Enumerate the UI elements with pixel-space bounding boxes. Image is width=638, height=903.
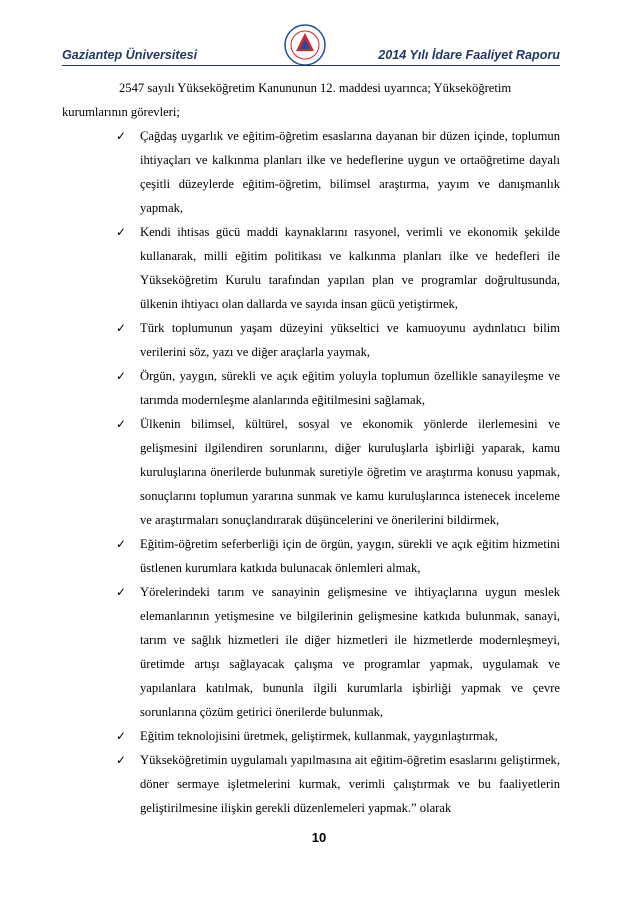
check-icon: ✓ bbox=[116, 753, 127, 767]
list-item-text: Yörelerindeki tarım ve sanayinin gelişmesine ve ihtiyaçlarına uygun meslek elemanlarının yetişmesine ve bilgilerinin gelişmesine katkıda bulunmak, sanayi, tarım ve sağlık hizmetleri ile diğer hizmetleri ile hizmetlerde modernleşmeyi, üretimde artışı sağlayacak çalışma ve programlar yapmak, uygulamak ve yapılanlara katılmak, bununla ilgili kurumlarla işbirliği yapmak ve çevre sorunlarına çözüm getirici önerilerde bulunmak, bbox=[140, 585, 560, 719]
document-body bbox=[62, 76, 560, 820]
page-header bbox=[62, 24, 560, 64]
list-item-text: Kendi ihtisas gücü maddi kaynaklarını rasyonel, verimli ve ekonomik şekilde kullanarak, milli eğitim politikası ve kalkınma planları ilke ve hedefleri ile Yükseköğretim Kurulu tarafından yapılan plan ve programlar doğrultusunda, ülkenin ihtiyacı olan dallarda ve sayıda insan gücü yetiştirmek, bbox=[140, 225, 560, 311]
list-item bbox=[62, 748, 560, 820]
list-item bbox=[62, 724, 560, 748]
check-icon: ✓ bbox=[116, 129, 127, 143]
check-icon: ✓ bbox=[116, 585, 127, 599]
list-item bbox=[62, 220, 560, 316]
list-item-text: Yükseköğretimin uygulamalı yapılmasına ait eğitim-öğretim esaslarını geliştirmek, döner sermaye işletmelerini kurmak, verimli çalıştırmak ve bu faaliyetlerin geliştirilmesine ilişkin gerekli düzenlemeleri yapmak.” olarak bbox=[140, 753, 560, 815]
check-icon: ✓ bbox=[116, 729, 127, 743]
check-icon: ✓ bbox=[116, 537, 127, 551]
list-item-text: Türk toplumunun yaşam düzeyini yükseltici ve kamuoyunu aydınlatıcı bilim verilerini söz, yazı ve diğer araçlarla yaymak, bbox=[140, 321, 560, 359]
intro-line-1: 2547 sayılı Yükseköğretim Kanununun 12. maddesi uyarınca; Yükseköğretim bbox=[119, 81, 512, 95]
list-item bbox=[62, 316, 560, 364]
page-number: 10 bbox=[311, 830, 327, 845]
intro-paragraph bbox=[62, 76, 560, 100]
duties-list bbox=[62, 124, 560, 820]
list-item-text: Eğitim-öğretim seferberliği için de örgün, yaygın, sürekli ve açık eğitim hizmetini üstlenen kurumlara katkıda bulunacak önlemleri almak, bbox=[140, 537, 560, 575]
list-item-text: Ülkenin bilimsel, kültürel, sosyal ve ekonomik yönlerde ilerlemesini ve gelişmesini ilgilendiren sorunlarını, diğer kuruluşlarla işbirliği yaparak, kamu kuruluşlarına önerilerde bulunmak suretiyle öğretim ve araştırma konusu yapmak, sonuçlarını toplumun yararına sunmak ve kamu kuruluşlarınca istenecek inceleme ve araştırmaları sonuçlandırarak düşüncelerini ve önerilerini bildirmek, bbox=[140, 417, 560, 527]
list-item-text: Eğitim teknolojisini üretmek, geliştirmek, kullanmak, yaygınlaştırmak, bbox=[140, 729, 498, 743]
header-university-name: Gaziantep Üniversitesi bbox=[62, 48, 198, 62]
check-icon: ✓ bbox=[116, 225, 127, 239]
list-item bbox=[62, 364, 560, 412]
check-icon: ✓ bbox=[116, 321, 127, 335]
list-item bbox=[62, 124, 560, 220]
list-item bbox=[62, 532, 560, 580]
list-item-text: Çağdaş uygarlık ve eğitim-öğretim esaslarına dayanan bir düzen içinde, toplumun ihtiyaçları ve kalkınma planları ilke ve hedeflerine uygun ve ortaöğretime dayalı çeşitli düzeylerde eğitim-öğretim, bilimsel araştırma, yayım ve danışmanlık yapmak, bbox=[140, 129, 560, 215]
university-logo bbox=[284, 24, 326, 66]
check-icon: ✓ bbox=[116, 369, 127, 383]
list-item bbox=[62, 580, 560, 724]
list-item bbox=[62, 412, 560, 532]
header-report-title: 2014 Yılı İdare Faaliyet Raporu bbox=[378, 48, 560, 62]
header-divider bbox=[62, 65, 560, 66]
list-item-text: Örgün, yaygın, sürekli ve açık eğitim yoluyla toplumun özellikle sanayileşme ve tarımda modernleşme alanlarında eğitilmesini sağlamak, bbox=[140, 369, 560, 407]
check-icon: ✓ bbox=[116, 417, 127, 431]
intro-paragraph-continuation: kurumlarının görevleri; bbox=[62, 105, 180, 119]
